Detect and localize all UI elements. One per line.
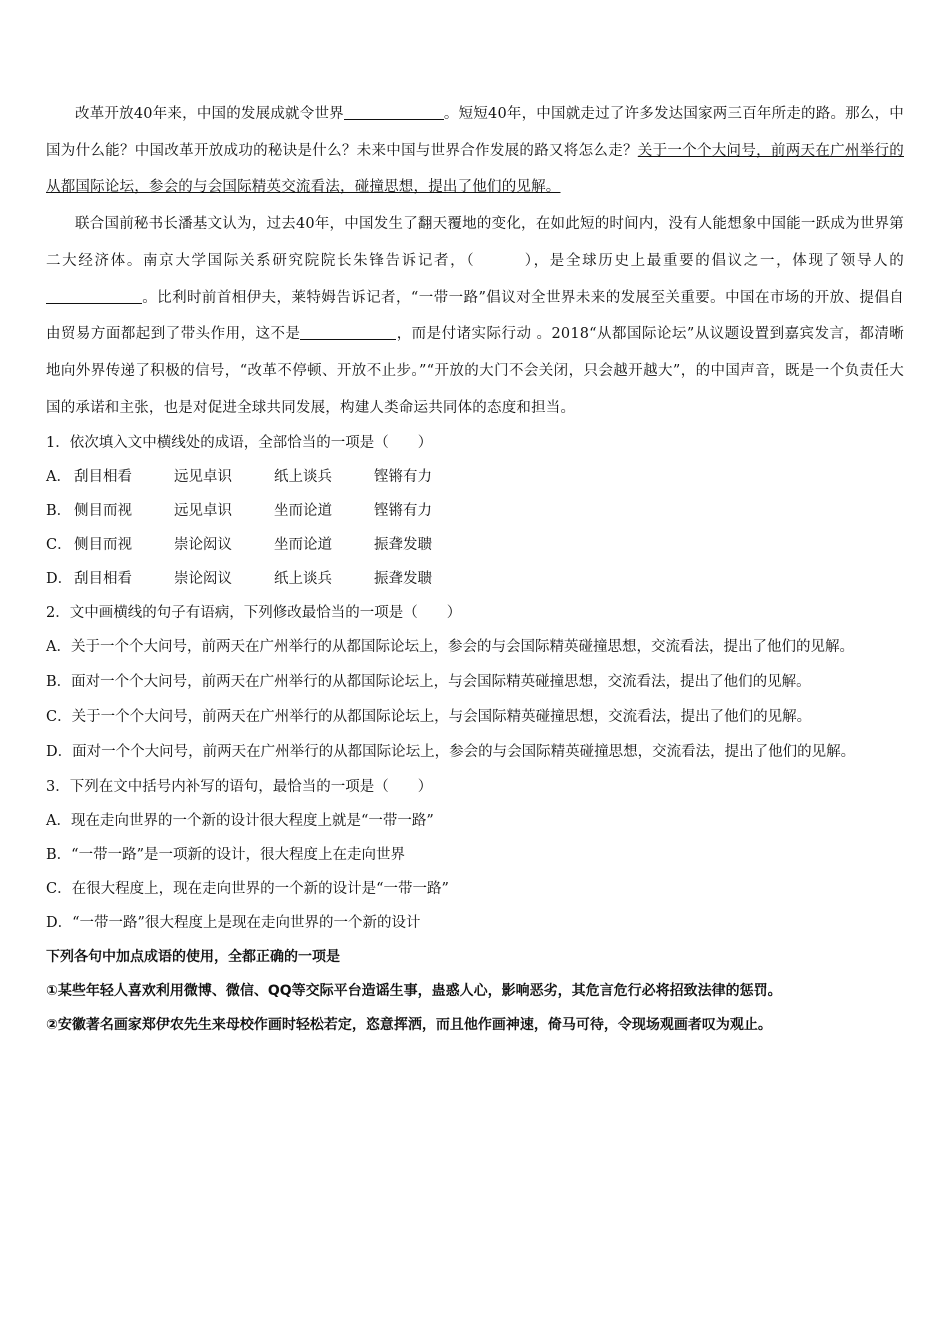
q4-sentence-1: ①某些年轻人喜欢利用微博、微信、QQ等交际平台造谣生事，蛊惑人心，影响恶劣，其危言危行必将招致法律的惩罚。 xyxy=(46,983,782,1000)
q2-option-b[interactable]: B．面对一个个大问号，前两天在广州举行的从都国际论坛上，与会国际精英碰撞思想，交流看法，提出了他们的见解。 xyxy=(46,674,811,691)
document-page xyxy=(46,96,904,1042)
q2-option-a[interactable]: A．关于一个个大问号，前两天在广州举行的从都国际论坛上，参会的与会国际精英碰撞思想，交流看法，提出了他们的见解。 xyxy=(46,639,854,656)
passage-text: ），是全球历史上最重要的倡议之一，体现了领导人的 xyxy=(523,252,904,269)
passage-text: ，而是付诸实际行动 。2018“从都国际论坛”从议题设置到嘉宾发言，都清晰地向外界传递了积极的信号，“改革不停顿、开放不止步。”“开放的大门不会关闭，只会越开越大”，的中国声音，既是一个负责任大国的承诺和主张，也是对促进全球共同发展，构建人类命运共同体的态度和担当。 xyxy=(46,326,905,416)
question-1-stem: 1．依次填入文中横线处的成语，全部恰当的一项是（ ） xyxy=(46,435,433,452)
passage-text: 联合国前秘书长潘基文认为，过去40年，中国发生了翻天覆地的变化，在如此短的时间内，没有人能想象中国能一跃成为世界第二大经济体。南京大学国际关系研究院院长朱锋告诉记者，（ xyxy=(46,216,904,269)
question-2-stem: 2．文中画横线的句子有语病，下列修改最恰当的一项是（ ） xyxy=(46,605,462,622)
q1-option-a[interactable]: A． 刮目相看 远见卓识 纸上谈兵 铿锵有力 xyxy=(46,469,432,486)
passage-text: 。比利时前首相伊夫，莱特姆告诉记者，“一带一路”倡议对全世界未来的发展至关重要。中国在市场的开放、提倡自由贸易方面都起到了带头作用，这不是 xyxy=(46,289,904,343)
underlined-sentence: 关于一个个大问号，前两天在广州举行的从都国际论坛，参会的与会国际精英交流看法，碰撞思想，提出了他们的见解。 xyxy=(46,142,904,196)
q3-option-b[interactable]: B．“一带一路”是一项新的设计，很大程度上在走向世界 xyxy=(46,847,405,864)
q2-option-d[interactable]: D．面对一个个大问号，前两天在广州举行的从都国际论坛上，参会的与会国际精英碰撞思想，交流看法，提出了他们的见解。 xyxy=(46,744,856,761)
q1-option-d[interactable]: D． 刮目相看 崇论闳议 纸上谈兵 振聋发聩 xyxy=(46,571,432,588)
q2-option-c[interactable]: C．关于一个个大问号，前两天在广州举行的从都国际论坛上，与会国际精英碰撞思想，交流看法，提出了他们的见解。 xyxy=(46,709,812,726)
q4-sentence-2: ②安徽著名画家郑伊农先生来母校作画时轻松若定，恣意挥洒，而且他作画神速，倚马可待，令现场观画者叹为观止。 xyxy=(46,1017,772,1034)
q3-option-a[interactable]: A．现在走向世界的一个新的设计很大程度上就是“一带一路” xyxy=(46,813,434,830)
answer-blank xyxy=(344,105,444,121)
q1-option-c[interactable]: C． 侧目而视 崇论闳议 坐而论道 振聋发聩 xyxy=(46,537,432,554)
passage-paragraph-1 xyxy=(46,96,904,206)
question-3-stem: 3．下列在文中括号内补写的语句，最恰当的一项是（ ） xyxy=(46,779,433,796)
answer-blank xyxy=(300,325,396,341)
answer-blank xyxy=(46,288,142,304)
passage-text: 改革开放40年来，中国的发展成就令世界 xyxy=(75,106,344,122)
passage-paragraph-2 xyxy=(46,206,904,426)
question-4-stem: 下列各句中加点成语的使用，全都正确的一项是 xyxy=(46,949,340,966)
q3-option-c[interactable]: C．在很大程度上，现在走向世界的一个新的设计是“一带一路” xyxy=(46,881,449,898)
q1-option-b[interactable]: B． 侧目而视 远见卓识 坐而论道 铿锵有力 xyxy=(46,503,432,520)
q3-option-d[interactable]: D．“一带一路”很大程度上是现在走向世界的一个新的设计 xyxy=(46,915,421,932)
passage-text: 。短短40年，中国就走过了许多发达国家两三百年所走的路。那么，中国为什么能？中国改革开放成功的秘诀是什么？未来中国与世界合作发展的路又将怎么走？ xyxy=(46,106,905,159)
